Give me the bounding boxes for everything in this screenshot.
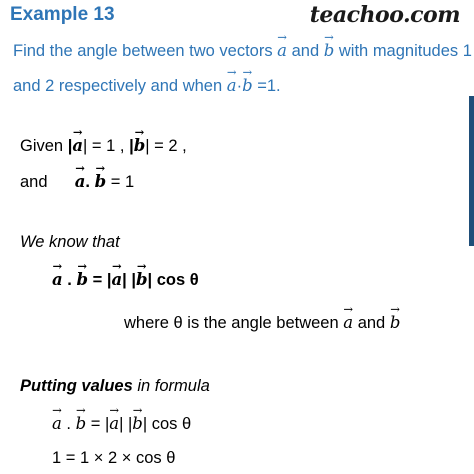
substituted-formula: a → . b → = |a → | |b → | cos θ xyxy=(52,403,192,433)
teachoo-logo: teachoo.com xyxy=(309,2,460,28)
vector-a-symbol: a → xyxy=(226,65,237,95)
dot-product-formula: a → . b → = |a → | |b → | cos θ xyxy=(52,259,199,289)
side-accent-bar xyxy=(469,96,474,246)
vector-b-symbol: b → xyxy=(135,259,148,289)
we-know-heading: We know that xyxy=(20,233,120,251)
vector-a-symbol: a → xyxy=(343,302,354,332)
vector-b-symbol: b → xyxy=(75,403,87,433)
vector-a-symbol: a → xyxy=(74,161,86,191)
vector-a-symbol: a → xyxy=(109,403,120,433)
question-line-2: and 2 respectively and when a → ·b → =1. xyxy=(13,65,281,95)
given-dot-line: and a → . b → = 1 xyxy=(20,161,135,191)
vector-b-symbol: b → xyxy=(323,30,335,60)
vector-b-symbol: b → xyxy=(94,161,107,191)
vector-a-symbol: a → xyxy=(72,125,84,155)
given-line: Given |a → | = 1 , |b → | = 2 , xyxy=(20,125,187,155)
vector-b-symbol: b → xyxy=(76,259,89,289)
putting-values-heading: Putting values in formula xyxy=(20,377,210,395)
vector-b-symbol: b → xyxy=(132,403,143,433)
vector-a-symbol: a → xyxy=(277,30,288,60)
final-equation: 1 = 1 × 2 × cos θ xyxy=(52,449,176,467)
where-theta-note: where θ is the angle between a → and b → xyxy=(124,302,401,332)
example-title: Example 13 xyxy=(10,4,115,25)
vector-a-symbol: a → xyxy=(52,403,62,433)
question-line-1: Find the angle between two vectors a → and b → with magnitudes 1 xyxy=(13,30,472,60)
vector-b-symbol: b → xyxy=(389,302,401,332)
vector-a-symbol: a → xyxy=(111,259,123,289)
vector-b-symbol: b → xyxy=(242,65,253,95)
vector-b-symbol: b → xyxy=(133,125,146,155)
vector-a-symbol: a → xyxy=(52,259,63,289)
